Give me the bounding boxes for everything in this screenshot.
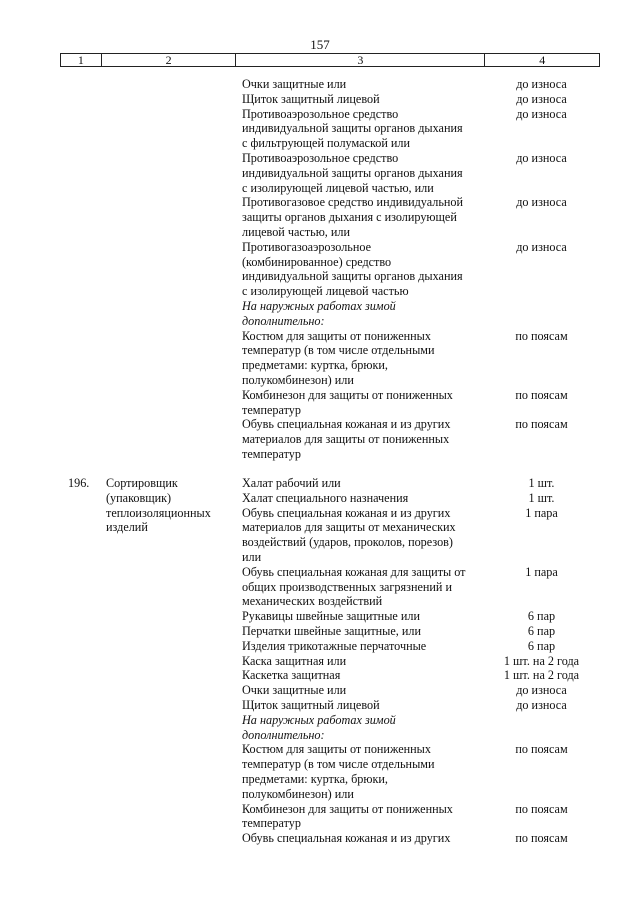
header-col-4: 4 [484,54,599,66]
item-norm: до износа [516,683,567,698]
occupation-line: изделий [106,520,148,535]
item-description-line: Противогазоаэрозольное [242,239,372,254]
item-number: 196. [68,476,90,490]
item-description-line: Изделия трикотажные перчаточные [242,638,427,653]
item-norm: 6 пар [527,624,556,638]
item-description-line: с фильтрующей полумаской или [242,136,411,151]
item-description-line: температур [242,402,301,417]
item-description-line: общих производственных загрязнений и [242,579,453,594]
item-description-line: Обувь специальная кожаная и из других [242,417,451,432]
item-description-line: температур [242,816,301,831]
item-description-line: защиты органов дыхания с изолирующей [242,210,457,225]
item-description-line: Костюм для защиты от пониженных [242,742,431,757]
item-norm: по поясам [515,387,568,402]
item-norm: 6 пар [527,609,556,624]
item-description-line: Халат специального назначения [242,490,409,505]
item-norm: по поясам [515,417,568,432]
item-norm: до износа [516,151,567,165]
item-description-line: Противоаэрозольное средство [242,106,399,121]
item-norm: до износа [516,77,567,91]
item-description-line: материалов для защиты от механических [242,520,456,535]
item-description-line: Комбинезон для защиты от пониженных [242,387,453,402]
item-description-line: с изолирующей лицевой частью, или [242,180,434,195]
item-description-line: предметами: куртка, брюки, [242,772,388,786]
item-norm: по поясам [515,742,568,757]
item-norm: до износа [516,239,567,254]
item-description-line: температур [242,447,301,461]
item-description-line: Каскетка защитная [242,668,341,683]
header-col-1: 1 [77,53,84,67]
item-description-line: Очки защитные или [242,77,347,91]
item-description-line: Комбинезон для защиты от пониженных [242,801,453,816]
item-description-line: Перчатки швейные защитные, или [242,624,422,638]
item-description-line: с изолирующей лицевой частью [242,284,409,299]
item-description-line: Щиток защитный лицевой [242,91,380,106]
item-description-line: (комбинированное) средство [242,254,392,269]
item-norm: 1 пара [525,564,558,579]
item-description-line: дополнительно: [242,313,325,328]
item-norm: до износа [516,91,567,106]
item-norm: 1 шт. [528,490,555,505]
item-norm: 1 шт. [528,476,555,490]
item-description-line: лицевой частью, или [242,225,351,239]
page-number: 157 [310,37,330,52]
item-description-line: Противоаэрозольное средство [242,151,399,165]
item-norm: 6 пар [527,638,556,653]
occupation-line: теплоизоляционных [106,505,211,520]
item-description-line: Костюм для защиты от пониженных [242,328,431,343]
item-description-line: Противогазовое средство индивидуальной [242,195,464,210]
item-norm: по поясам [515,328,568,343]
item-norm: 1 шт. на 2 года [503,668,580,683]
item-description-line: Обувь специальная кожаная для защиты от [242,564,466,579]
item-description-line: температур (в том числе отдельными [242,343,435,358]
item-norm: по поясам [515,801,568,816]
item-norm: до износа [516,106,567,121]
item-description-line: индивидуальной защиты органов дыхания [242,269,463,284]
occupation-line: Сортировщик [106,476,178,490]
item-description-line: Обувь специальная кожаная и из других [242,831,451,846]
item-norm: 1 шт. на 2 года [503,653,580,668]
item-description-line: индивидуальной защиты органов дыхания [242,121,463,136]
item-description-line: температур (в том числе отдельными [242,757,435,772]
item-norm: по поясам [515,831,568,846]
header-col-2: 2 [101,54,236,66]
item-description-line: механических воздействий [242,594,383,609]
item-norm: до износа [516,698,567,712]
item-description-line: Очки защитные или [242,683,347,698]
item-norm: до износа [516,195,567,210]
item-description-line: Рукавицы швейные защитные или [242,609,420,624]
item-description-line: воздействий (ударов, проколов, порезов) [242,535,453,550]
item-description-line: дополнительно: [242,727,325,742]
item-description-line: На наружных работах зимой [242,712,396,727]
item-description-line: Обувь специальная кожаная и из других [242,505,451,520]
item-description-line: На наружных работах зимой [242,299,396,313]
item-description-line: материалов для защиты от пониженных [242,432,450,447]
item-description-line: предметами: куртка, брюки, [242,358,388,373]
occupation-line: (упаковщик) [106,490,172,505]
item-description-line: индивидуальной защиты органов дыхания [242,165,463,180]
item-description-line: полукомбинезон) или [242,786,354,801]
item-norm: 1 пара [525,505,558,520]
item-description-line: Каска защитная или [242,653,347,668]
header-col-3: 3 [235,54,484,66]
item-description-line: полукомбинезон) или [242,373,354,387]
item-description-line: Халат рабочий или [242,476,341,490]
table-header [60,53,600,67]
item-description-line: Щиток защитный лицевой [242,698,380,712]
item-description-line: или [242,550,262,564]
